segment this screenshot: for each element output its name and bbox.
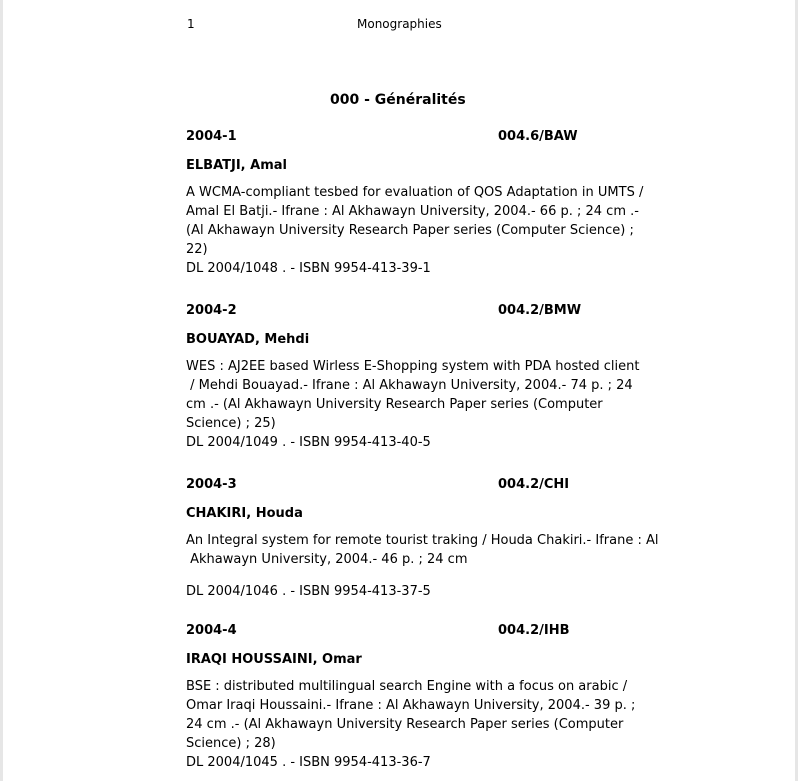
description-line: Omar Iraqi Houssaini.- Ifrane : Al Akhawayn University, 2004.- 39 p. ; xyxy=(186,698,636,713)
description-line: 22) xyxy=(186,242,208,257)
entry-author: CHAKIRI, Houda xyxy=(186,506,303,521)
catalog-entry xyxy=(186,303,676,452)
entry-legal-deposit: DL 2004/1048 . - ISBN 9954-413-39-1 xyxy=(186,261,431,276)
entry-number: 2004-2 xyxy=(186,303,237,318)
entry-description xyxy=(186,531,676,569)
entry-description xyxy=(186,357,676,433)
description-line: Akhawayn University, 2004.- 46 p. ; 24 cm xyxy=(186,552,468,567)
section-title: 000 - Généralités xyxy=(330,92,466,108)
description-line: / Mehdi Bouayad.- Ifrane : Al Akhawayn University, 2004.- 74 p. ; 24 xyxy=(186,378,633,393)
catalog-entry xyxy=(186,477,676,601)
entry-description xyxy=(186,183,676,259)
entry-number: 2004-1 xyxy=(186,129,237,144)
entry-heading xyxy=(186,623,676,641)
page-number: 1 xyxy=(187,17,195,31)
catalog-entry xyxy=(186,623,676,772)
description-line: An Integral system for remote tourist traking / Houda Chakiri.- Ifrane : Al xyxy=(186,533,659,548)
entry-author: BOUAYAD, Mehdi xyxy=(186,332,310,347)
entry-author: ELBATJI, Amal xyxy=(186,158,287,173)
entry-heading xyxy=(186,303,676,321)
entry-description xyxy=(186,677,676,753)
description-line: BSE : distributed multilingual search Engine with a focus on arabic / xyxy=(186,679,628,694)
call-number: 004.6/BAW xyxy=(498,129,578,144)
description-line: A WCMA-compliant tesbed for evaluation of QOS Adaptation in UMTS / xyxy=(186,185,644,200)
running-title: Monographies xyxy=(357,17,442,31)
entry-number: 2004-4 xyxy=(186,623,237,638)
entry-legal-deposit: DL 2004/1049 . - ISBN 9954-413-40-5 xyxy=(186,435,431,450)
description-line: (Al Akhawayn University Research Paper series (Computer Science) ; xyxy=(186,223,634,238)
description-line: Science) ; 28) xyxy=(186,736,276,751)
description-line: 24 cm .- (Al Akhawayn University Research Paper series (Computer xyxy=(186,717,624,732)
call-number: 004.2/BMW xyxy=(498,303,582,318)
entry-legal-deposit: DL 2004/1046 . - ISBN 9954-413-37-5 xyxy=(186,584,431,599)
description-line: cm .- (Al Akhawayn University Research Paper series (Computer xyxy=(186,397,603,412)
description-line: Amal El Batji.- Ifrane : Al Akhawayn University, 2004.- 66 p. ; 24 cm .- xyxy=(186,204,639,219)
entry-author: IRAQI HOUSSAINI, Omar xyxy=(186,652,362,667)
entry-number: 2004-3 xyxy=(186,477,237,492)
page-edge-left xyxy=(0,0,3,781)
description-line: WES : AJ2EE based Wirless E-Shopping system with PDA hosted client xyxy=(186,359,640,374)
catalog-entry xyxy=(186,129,676,278)
call-number: 004.2/IHB xyxy=(498,623,570,638)
entry-legal-deposit: DL 2004/1045 . - ISBN 9954-413-36-7 xyxy=(186,755,431,770)
call-number: 004.2/CHI xyxy=(498,477,570,492)
description-line: Science) ; 25) xyxy=(186,416,276,431)
entry-heading xyxy=(186,477,676,495)
page-header xyxy=(187,17,667,35)
entry-heading xyxy=(186,129,676,147)
